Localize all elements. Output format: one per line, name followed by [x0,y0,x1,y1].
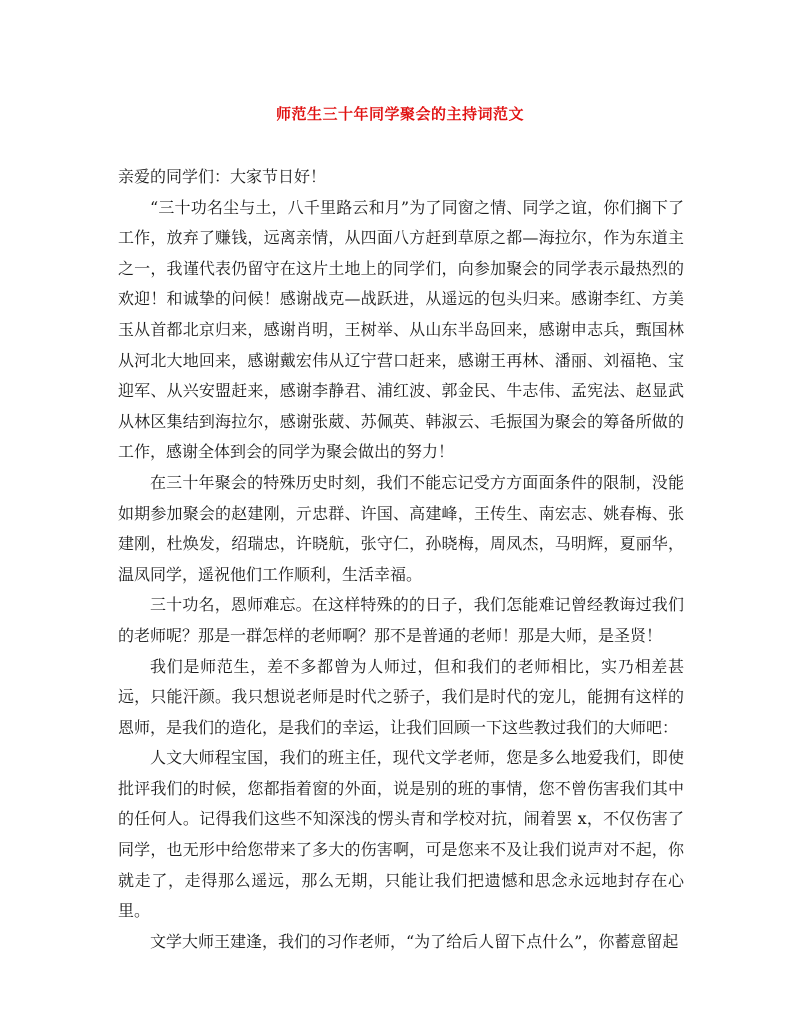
document-body [118,162,684,957]
body-paragraph: “三十功名尘与土，八千里路云和月”为了同窗之情、同学之谊，你们搁下了工作，放弃了赚钱，远离亲情，从四面八方赶到草原之都—海拉尔，作为东道主之一，我谨代表仍留守在这片土地上的同学们，向参加聚会的同学表示最热烈的欢迎！和诚挚的问候！感谢战克—战跃进，从遥远的包头归来。感谢李红、方美玉从首都北京归来，感谢肖明，王树举、从山东半岛回来，感谢申志兵，甄国林从河北大地回来，感谢戴宏伟从辽宁营口赶来，感谢王再林、潘丽、刘福艳、宝迎军、从兴安盟赶来，感谢李静君、浦红波、郭金民、牛志伟、孟宪法、赵显武从林区集结到海拉尔，感谢张葳、苏佩英、韩淑云、毛振国为聚会的筹备所做的工作，感谢全体到会的同学为聚会做出的努力！ [118,197,684,462]
body-paragraph: 文学大师王建逢，我们的习作老师，“为了给后人留下点什么”，你蓄意留起 [150,931,679,951]
body-paragraph: 我们是师范生，差不多都曾为人师过，但和我们的老师相比，实乃相差甚远，只能汗颜。我只想说老师是时代之骄子，我们是时代的宠儿，能拥有这样的恩师，是我们的造化，是我们的幸运，让我们回顾一下这些教过我们的大师吧： [118,656,684,737]
document-title: 师范生三十年同学聚会的主持词范文 [275,105,524,123]
body-paragraph: 人文大师程宝国，我们的班主任，现代文学老师，您是多么地爱我们，即使批评我们的时候，您都指着窗的外面，说是别的班的事情，您不曾伤害我们其中的任何人。记得我们这些不知深浅的愣头青和学校对抗，闹着罢 x，不仅伤害了同学，也无形中给您带来了多大的伤害啊，可是您来不及让我们说声对不起，你就走了，走得那么遥远，那么无期，只能让我们把遗憾和思念永远地封存在心里。 [118,748,684,921]
body-paragraph: 在三十年聚会的特殊历史时刻，我们不能忘记受方方面面条件的限制，没能如期参加聚会的赵建刚，亓忠群、许国、高建峰，王传生、南宏志、姚春梅、张建刚，杜焕发，绍瑞忠，许晓航，张守仁，孙晓梅，周凤杰，马明辉，夏丽华，温凤同学，遥祝他们工作顺利，生活幸福。 [118,472,684,584]
body-paragraph: 三十功名，恩师难忘。在这样特殊的的日子，我们怎能难记曾经教诲过我们的老师呢？那是一群怎样的老师啊？那不是普通的老师！那是大师，是圣贤！ [118,595,684,645]
greeting-paragraph: 亲爱的同学们：大家节日好！ [118,167,327,186]
